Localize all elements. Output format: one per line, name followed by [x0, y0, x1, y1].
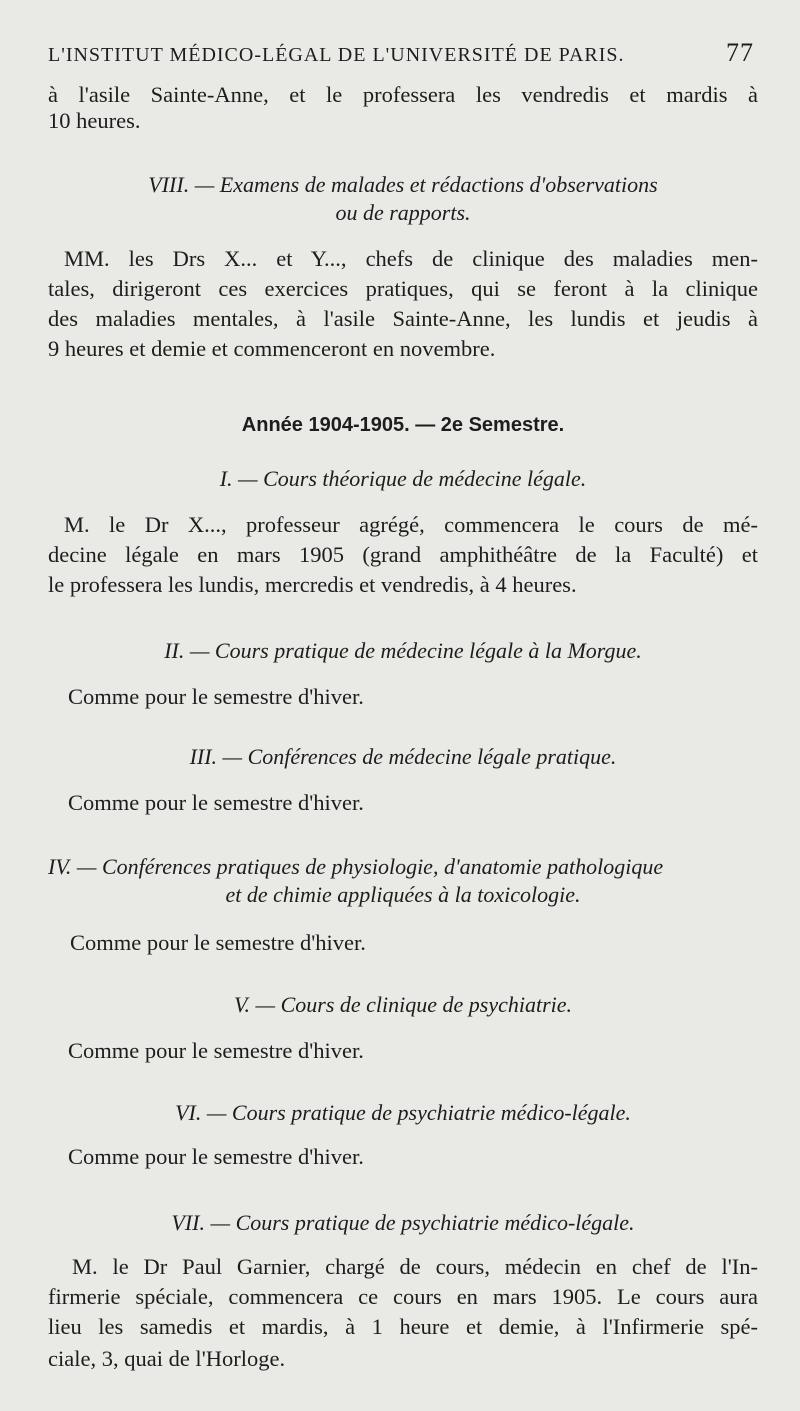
text-line: lieu les samedis et mardis, à 1 heure et demie, à l'Infirmerie spé-: [48, 1314, 758, 1339]
text-line: 9 heures et demie et commenceront en novembre.: [48, 336, 496, 361]
page-header: [48, 38, 758, 72]
text-line: Comme pour le semestre d'hiver.: [68, 684, 364, 709]
page-number: 77: [726, 38, 754, 67]
text-line: MM. les Drs X... et Y..., chefs de clinique des maladies men-: [64, 246, 758, 271]
section-heading: VI. — Cours pratique de psychiatrie médico-légale.: [175, 1100, 631, 1125]
text-line: M. le Dr Paul Garnier, chargé de cours, médecin en chef de l'In-: [72, 1254, 758, 1279]
text-line: le professera les lundis, mercredis et vendredis, à 4 heures.: [48, 572, 577, 597]
text-line: à l'asile Sainte-Anne, et le professera les vendredis et mardis à: [48, 82, 758, 107]
text-line: Comme pour le semestre d'hiver.: [68, 790, 364, 815]
text-line: decine légale en mars 1905 (grand amphithéâtre de la Faculté) et: [48, 542, 758, 567]
section-heading: IV. — Conférences pratiques de physiologie, d'anatomie pathologique: [48, 854, 664, 879]
section-heading: VII. — Cours pratique de psychiatrie médico-légale.: [171, 1210, 635, 1235]
section-heading: I. — Cours théorique de médecine légale.: [219, 466, 587, 491]
text-line: Comme pour le semestre d'hiver.: [68, 1144, 364, 1169]
text-line: ciale, 3, quai de l'Horloge.: [48, 1346, 286, 1371]
section-heading: V. — Cours de clinique de psychiatrie.: [233, 992, 573, 1017]
section-heading: VIII. — Examens de malades et rédactions d'observations: [148, 172, 658, 197]
text-line: Comme pour le semestre d'hiver.: [68, 1038, 364, 1063]
text-line: firmerie spéciale, commencera ce cours en mars 1905. Le cours aura: [48, 1284, 758, 1309]
year-heading: Année 1904-1905. — 2e Semestre.: [241, 414, 565, 436]
running-title: L'INSTITUT MÉDICO-LÉGAL DE L'UNIVERSITÉ DE PARIS.: [48, 44, 625, 66]
text-line: Comme pour le semestre d'hiver.: [70, 930, 366, 955]
section-heading: III. — Conférences de médecine légale pratique.: [189, 744, 617, 769]
text-line: tales, dirigeront ces exercices pratiques, qui se feront à la clinique: [48, 276, 758, 301]
text-line: 10 heures.: [48, 108, 141, 133]
text-line: M. le Dr X..., professeur agrégé, commencera le cours de mé-: [64, 512, 758, 537]
text-line: des maladies mentales, à l'asile Sainte-Anne, les lundis et jeudis à: [48, 306, 758, 331]
section-heading: et de chimie appliquées à la toxicologie.: [225, 882, 581, 907]
section-heading: II. — Cours pratique de médecine légale à la Morgue.: [164, 638, 642, 663]
section-heading: ou de rapports.: [335, 200, 471, 225]
